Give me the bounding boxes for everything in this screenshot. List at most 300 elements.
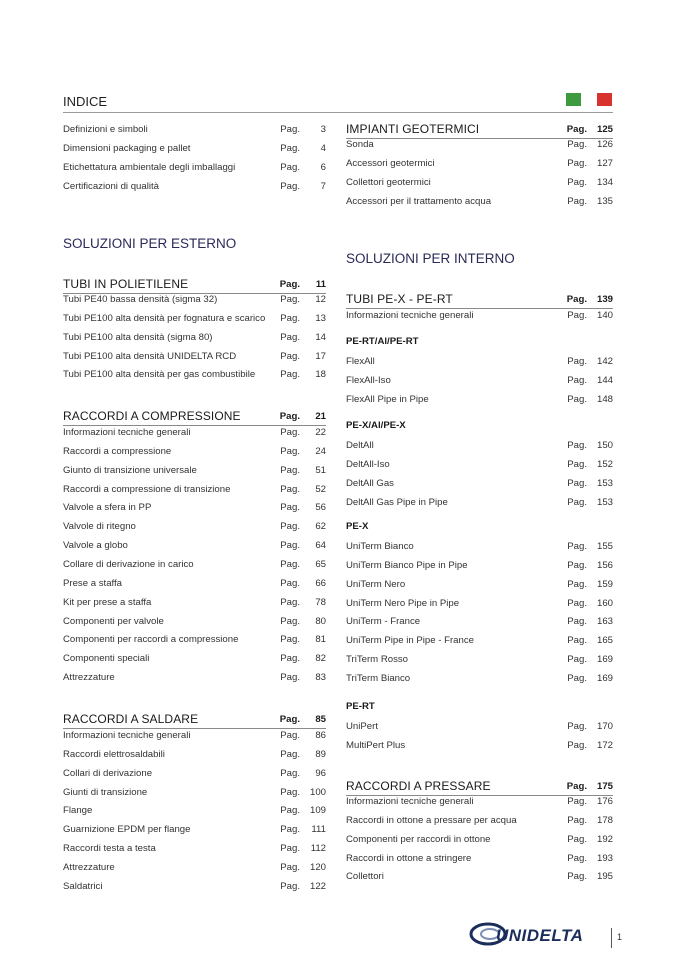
toc-entry[interactable]: [346, 869, 613, 887]
page-number-value: 17: [315, 350, 326, 362]
section-tubi-pex[interactable]: [346, 288, 613, 309]
page-reference: [567, 196, 613, 207]
toc-entry[interactable]: [63, 747, 326, 765]
page-word: Pag.: [280, 142, 300, 154]
page-reference: [280, 862, 326, 873]
page-word: Pag.: [567, 654, 587, 666]
page-number-value: 56: [315, 502, 326, 514]
page-number-value: 112: [310, 843, 326, 855]
page-reference: [567, 375, 613, 386]
page-word: Pag.: [280, 502, 300, 514]
toc-entry-label: Dimensioni packaging e pallet: [63, 142, 191, 154]
toc-entry-label: Componenti per raccordi a compressione: [63, 634, 239, 646]
page-number-value: 111: [311, 824, 326, 836]
toc-entry-label: UniTerm Bianco: [346, 541, 414, 552]
page-number-value: 148: [596, 393, 613, 405]
toc-entry[interactable]: [346, 851, 613, 869]
toc-entry[interactable]: [346, 671, 613, 689]
page-reference: [567, 177, 613, 188]
toc-entry[interactable]: [63, 141, 326, 159]
page-number-value: 150: [596, 440, 613, 451]
toc-entry-label: Raccordi in ottone a pressare per acqua: [346, 814, 517, 826]
page-word: Pag.: [280, 521, 300, 533]
toc-entry[interactable]: [63, 766, 326, 784]
page-number-value: 163: [596, 616, 613, 628]
page-word: Pag.: [567, 616, 587, 628]
page-reference: [280, 427, 326, 438]
page-number-value: 86: [315, 730, 326, 741]
page-reference: [280, 294, 326, 305]
toc-entry[interactable]: [346, 577, 613, 595]
toc-entry-label: UniTerm - France: [346, 616, 421, 628]
toc-entry[interactable]: [63, 595, 326, 613]
red-flag-icon: [597, 93, 612, 106]
page-reference: [280, 369, 326, 380]
page-number-value: 24: [315, 445, 326, 457]
toc-entry[interactable]: [63, 179, 326, 197]
toc-entry[interactable]: [63, 651, 326, 669]
toc-entry-label: Accessori geotermici: [346, 157, 435, 169]
page-reference: [280, 143, 326, 154]
page-number-value: 65: [315, 558, 326, 570]
toc-entry[interactable]: [346, 794, 613, 812]
page-reference: [280, 634, 326, 645]
page-number-value: 172: [596, 739, 613, 751]
page-number-value: 21: [315, 411, 326, 422]
page-word: Pag.: [280, 843, 300, 855]
section-tubi-pex-title: TUBI PE-X - PE-RT: [346, 292, 453, 306]
toc-entry-label: Kit per prese a staffa: [63, 596, 152, 608]
page-word: Pag.: [280, 748, 300, 760]
toc-entry-label: UniTerm Pipe in Pipe - France: [346, 635, 474, 647]
page-reference: [280, 881, 326, 892]
toc-entry-label: Tubi PE40 bassa densità (sigma 32): [63, 294, 218, 305]
toc-entry-label: Raccordi elettrosaldabili: [63, 748, 165, 760]
page-reference: [567, 635, 613, 646]
page-word: Pag.: [280, 427, 300, 438]
page-number-value: 160: [596, 597, 613, 609]
section-raccordi-pressare-title: RACCORDI A PRESSARE: [346, 779, 491, 793]
toc-entry-label: Saldatrici: [63, 880, 103, 892]
toc-entry[interactable]: [346, 719, 613, 737]
page-reference: [567, 871, 613, 882]
page-word: Pag.: [280, 350, 300, 362]
page-word: Pag.: [280, 824, 300, 836]
page-word: Pag.: [279, 279, 300, 290]
page-number-value: 125: [596, 124, 613, 135]
section-raccordi-saldare-title: RACCORDI A SALDARE: [63, 712, 199, 726]
toc-entry-label: Raccordi testa a testa: [63, 843, 156, 855]
toc-entry[interactable]: [63, 330, 326, 348]
page-word: Pag.: [567, 176, 587, 188]
page-word: Pag.: [567, 310, 587, 321]
page-reference: [567, 834, 613, 845]
page-word: Pag.: [566, 294, 587, 305]
toc-entry[interactable]: [346, 194, 613, 212]
toc-entry-label: Collettori geotermici: [346, 176, 431, 188]
section-heading-esterno: SOLUZIONI PER ESTERNO: [63, 236, 237, 251]
page-reference: [280, 768, 326, 779]
page-reference: [567, 158, 613, 169]
brand-name: UNIDELTA: [496, 926, 584, 945]
toc-entry-label: Raccordi a compressione: [63, 445, 172, 457]
toc-entry[interactable]: [63, 538, 326, 556]
page-word: Pag.: [567, 356, 587, 367]
page-reference: [567, 310, 613, 321]
page-word: Pag.: [280, 577, 300, 589]
page-number-value: 3: [320, 124, 326, 135]
toc-entry-label: Informazioni tecniche generali: [63, 730, 191, 741]
toc-entry-label: MultiPert Plus: [346, 739, 406, 751]
toc-entry-label: Guarnizione EPDM per flange: [63, 824, 191, 836]
toc-entry-label: DeltAll: [346, 440, 374, 451]
page-number-value: 144: [596, 374, 613, 386]
toc-entry[interactable]: [346, 457, 613, 475]
page-word: Pag.: [280, 483, 300, 495]
page-number-value: 89: [315, 748, 326, 760]
section-impianti-geotermici[interactable]: [346, 118, 613, 139]
toc-entry-label: Definizioni e simboli: [63, 124, 148, 135]
page-word: Pag.: [567, 739, 587, 751]
toc-entry[interactable]: [346, 596, 613, 614]
toc-entry-label: Certificazioni di qualità: [63, 180, 159, 192]
toc-entry[interactable]: [346, 738, 613, 756]
toc-entry[interactable]: [63, 292, 326, 310]
section-raccordi-pressare[interactable]: [346, 775, 613, 796]
toc-entry-label: UniTerm Bianco Pipe in Pipe: [346, 559, 468, 571]
section-tubi-polietilene[interactable]: [63, 273, 326, 294]
toc-entry-label: Tubi PE100 alta densità UNIDELTA RCD: [63, 350, 237, 362]
toc-entry[interactable]: [63, 670, 326, 688]
page-word: Pag.: [280, 464, 300, 476]
toc-entry-label: TriTerm Bianco: [346, 672, 411, 684]
page-number-value: 127: [596, 157, 613, 169]
page-number-value: 82: [315, 653, 326, 665]
page-word: Pag.: [279, 411, 300, 422]
page-number-value: 193: [596, 852, 613, 864]
page-reference: [567, 616, 613, 627]
page-number-value: 176: [596, 796, 613, 807]
toc-entry[interactable]: [63, 122, 326, 140]
page-number-value: 85: [315, 714, 326, 725]
page-number-value: 52: [315, 483, 326, 495]
page-number-value: 126: [596, 139, 613, 150]
toc-entry[interactable]: [346, 308, 613, 326]
page-word: Pag.: [279, 714, 300, 725]
toc-entry-label: Raccordi a compressione di transizione: [63, 483, 231, 495]
toc-entry-label: Attrezzature: [63, 672, 115, 684]
toc-entry-label: Attrezzature: [63, 861, 115, 873]
page-reference: [567, 294, 613, 305]
page-reference: [280, 805, 326, 816]
page-number-value: 11: [315, 279, 326, 290]
toc-entry-label: Tubi PE100 alta densità per gas combustibile: [63, 369, 256, 381]
section-heading-interno: SOLUZIONI PER INTERNO: [346, 251, 515, 266]
page-word: Pag.: [566, 781, 587, 792]
page-word: Pag.: [280, 672, 300, 684]
toc-entry-label: Accessori per il trattamento acqua: [346, 195, 492, 207]
page-number-value: 142: [596, 356, 613, 367]
toc-entry[interactable]: [63, 803, 326, 821]
page-number-value: 135: [596, 195, 613, 207]
page-word: Pag.: [567, 721, 587, 732]
page-word: Pag.: [567, 496, 587, 508]
page-reference: [280, 730, 326, 741]
toc-entry[interactable]: [63, 160, 326, 178]
toc-entry-label: Informazioni tecniche generali: [63, 427, 191, 438]
toc-entry-label: FlexAll: [346, 356, 375, 367]
page-number-value: 12: [315, 294, 326, 305]
page-word: Pag.: [280, 730, 300, 741]
toc-entry[interactable]: [346, 633, 613, 651]
page-word: Pag.: [280, 634, 300, 646]
subgroup-title: PE-X/Al/PE-X: [346, 420, 406, 431]
page-number-value: 175: [596, 781, 613, 792]
page-word: Pag.: [280, 180, 300, 192]
page-number-value: 66: [315, 577, 326, 589]
toc-entry[interactable]: [63, 614, 326, 632]
page-reference: [280, 351, 326, 362]
page-reference: [567, 853, 613, 864]
page-reference: [567, 796, 613, 807]
toc-entry[interactable]: [63, 822, 326, 840]
page-word: Pag.: [280, 653, 300, 665]
page-number-value: 78: [315, 596, 326, 608]
toc-entry-label: UniTerm Nero Pipe in Pipe: [346, 597, 460, 609]
toc-entry-label: Giunto di transizione universale: [63, 464, 197, 476]
page-word: Pag.: [280, 767, 300, 779]
page-number-value: 122: [309, 880, 326, 892]
toc-entry[interactable]: [346, 813, 613, 831]
page-word: Pag.: [280, 445, 300, 457]
page-number-value: 4: [320, 142, 326, 154]
page-number-value: 13: [315, 312, 326, 324]
toc-entry[interactable]: [346, 495, 613, 513]
subgroup-title: PE-RT: [346, 701, 375, 712]
page-reference: [567, 654, 613, 665]
page-reference: [280, 502, 326, 513]
page-number-value: 96: [315, 767, 326, 779]
page-reference: [280, 446, 326, 457]
page-reference: [280, 484, 326, 495]
toc-entry-label: Tubi PE100 alta densità per fognatura e scarico: [63, 312, 266, 324]
toc-entry[interactable]: [63, 500, 326, 518]
toc-entry[interactable]: [346, 373, 613, 391]
page-number-value: 159: [596, 578, 613, 590]
page-number-value: 22: [315, 427, 326, 438]
page-word: Pag.: [567, 559, 587, 571]
page-reference: [280, 521, 326, 532]
toc-entry[interactable]: [346, 354, 613, 372]
toc-entry-label: Collari di derivazione: [63, 767, 153, 779]
toc-entry-label: Etichettatura ambientale degli imballaggi: [63, 161, 236, 173]
page-reference: [567, 815, 613, 826]
page-word: Pag.: [280, 880, 300, 892]
index-title: INDICE: [63, 94, 108, 109]
page-word: Pag.: [280, 124, 300, 135]
section-raccordi-compressione[interactable]: [63, 405, 326, 426]
page-reference: [280, 559, 326, 570]
toc-entry[interactable]: [346, 438, 613, 456]
toc-entry[interactable]: [346, 539, 613, 557]
page-word: Pag.: [280, 861, 300, 873]
toc-entry[interactable]: [346, 832, 613, 850]
page-number: 1: [617, 932, 623, 942]
toc-entry[interactable]: [346, 137, 613, 155]
toc-entry[interactable]: [346, 558, 613, 576]
page-reference: [280, 597, 326, 608]
page-number-value: 100: [309, 786, 326, 798]
toc-entry[interactable]: [346, 392, 613, 410]
page-reference: [280, 672, 326, 683]
toc-entry-label: Componenti per valvole: [63, 615, 164, 627]
page-reference: [567, 478, 613, 489]
page-number-value: 120: [309, 861, 326, 873]
page-number-value: 64: [315, 540, 326, 552]
page-number-value: 153: [596, 477, 613, 489]
page-word: Pag.: [280, 540, 300, 552]
toc-entry[interactable]: [63, 860, 326, 878]
subgroup-title: PE-RT/Al/PE-RT: [346, 336, 419, 347]
page-reference: [280, 411, 326, 422]
toc-entry[interactable]: [63, 519, 326, 537]
section-raccordi-compressione-title: RACCORDI A COMPRESSIONE: [63, 409, 241, 423]
page-word: Pag.: [280, 596, 300, 608]
toc-entry-label: FlexAll-Iso: [346, 374, 391, 386]
page-reference: [280, 787, 326, 798]
toc-entry[interactable]: [63, 576, 326, 594]
page-reference: [280, 749, 326, 760]
toc-entry[interactable]: [63, 311, 326, 329]
page-number-value: 153: [596, 496, 613, 508]
toc-entry[interactable]: [63, 557, 326, 575]
page-number-value: 7: [320, 180, 326, 192]
page-reference: [567, 124, 613, 135]
page-reference: [567, 673, 613, 684]
page-word: Pag.: [280, 312, 300, 324]
page-reference: [567, 459, 613, 470]
page-word: Pag.: [567, 139, 587, 150]
toc-entry[interactable]: [346, 156, 613, 174]
page-reference: [280, 124, 326, 135]
page-number-value: 156: [596, 559, 613, 571]
toc-entry-label: Tubi PE100 alta densità (sigma 80): [63, 331, 213, 343]
toc-entry-label: Collare di derivazione in carico: [63, 558, 194, 570]
section-raccordi-saldare[interactable]: [63, 708, 326, 729]
page-word: Pag.: [567, 852, 587, 864]
toc-entry[interactable]: [346, 476, 613, 494]
page-number-value: 152: [596, 458, 613, 470]
page-word: Pag.: [280, 331, 300, 343]
page-number-value: 139: [596, 294, 613, 305]
toc-entry[interactable]: [63, 632, 326, 650]
page-word: Pag.: [567, 440, 587, 451]
page-number-value: 18: [315, 369, 326, 381]
toc-entry[interactable]: [63, 349, 326, 367]
page-reference: [280, 181, 326, 192]
page-word: Pag.: [567, 814, 587, 826]
page-word: Pag.: [567, 541, 587, 552]
toc-entry[interactable]: [63, 728, 326, 746]
toc-entry[interactable]: [63, 841, 326, 859]
section-impianti-geotermici-title: IMPIANTI GEOTERMICI: [346, 122, 480, 136]
toc-entry-label: Componenti per raccordi in ottone: [346, 833, 491, 845]
page-word: Pag.: [567, 393, 587, 405]
page-reference: [280, 465, 326, 476]
page-word: Pag.: [567, 672, 587, 684]
toc-entry-label: Valvole a sfera in PP: [63, 502, 152, 514]
toc-entry-label: DeltAll Gas Pipe in Pipe: [346, 496, 448, 508]
page-reference: [280, 332, 326, 343]
page-reference: [567, 139, 613, 150]
page-reference: [567, 579, 613, 590]
section-tubi-polietilene-title: TUBI IN POLIETILENE: [63, 277, 189, 291]
toc-entry[interactable]: [63, 444, 326, 462]
toc-entry[interactable]: [63, 425, 326, 443]
page-word: Pag.: [567, 578, 587, 590]
footer-divider: [611, 928, 612, 948]
page-word: Pag.: [567, 458, 587, 470]
page-number-value: 51: [315, 464, 326, 476]
page-reference: [567, 740, 613, 751]
toc-entry-label: TriTerm Rosso: [346, 654, 409, 666]
page-word: Pag.: [280, 805, 300, 817]
toc-entry-label: Flange: [63, 805, 93, 817]
toc-entry-label: UniPert: [346, 721, 378, 732]
page-number-value: 80: [315, 615, 326, 627]
toc-entry[interactable]: [63, 879, 326, 897]
page-number-value: 178: [596, 814, 613, 826]
page-word: Pag.: [567, 157, 587, 169]
unidelta-logo: [468, 920, 606, 948]
toc-entry[interactable]: [63, 367, 326, 385]
page-word: Pag.: [567, 635, 587, 647]
page-word: Pag.: [566, 124, 587, 135]
page-word: Pag.: [280, 369, 300, 381]
green-flag-icon: [566, 93, 581, 106]
toc-entry-label: UniTerm Nero: [346, 578, 406, 590]
page-reference: [567, 356, 613, 367]
page-number-value: 169: [596, 672, 613, 684]
toc-entry[interactable]: [346, 175, 613, 193]
subgroup-title: PE-X: [346, 521, 369, 532]
page-word: Pag.: [280, 161, 300, 173]
toc-entry-label: Sonda: [346, 139, 374, 150]
page-reference: [280, 313, 326, 324]
toc-entry[interactable]: [346, 614, 613, 632]
page-reference: [567, 560, 613, 571]
page-number-value: 81: [315, 634, 326, 646]
page-reference: [567, 394, 613, 405]
toc-entry-label: Giunti di transizione: [63, 786, 148, 798]
page-reference: [567, 598, 613, 609]
page-number-value: 109: [309, 805, 326, 817]
page-reference: [280, 279, 326, 290]
toc-entry[interactable]: [346, 652, 613, 670]
page-reference: [280, 843, 326, 854]
page-reference: [567, 781, 613, 792]
toc-entry-label: Raccordi in ottone a stringere: [346, 852, 472, 864]
page-word: Pag.: [567, 833, 587, 845]
toc-entry-label: DeltAll Gas: [346, 477, 394, 489]
toc-entry-label: Valvole di ritegno: [63, 521, 136, 533]
toc-entry-label: Collettori: [346, 871, 384, 883]
page-number-value: 6: [320, 161, 326, 173]
toc-entry[interactable]: [63, 482, 326, 500]
page-number-value: 170: [596, 721, 613, 732]
toc-entry[interactable]: [63, 463, 326, 481]
toc-entry[interactable]: [63, 785, 326, 803]
